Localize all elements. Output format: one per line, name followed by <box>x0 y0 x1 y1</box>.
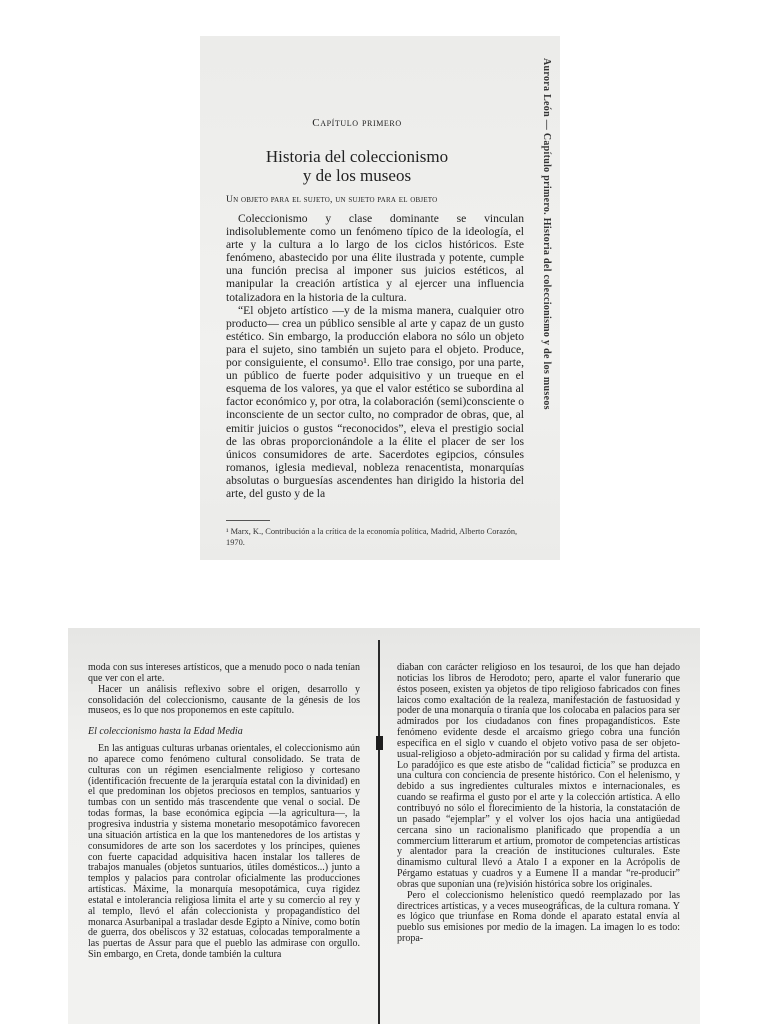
section-heading: Un objeto para el sujeto, un sujeto para el objeto <box>226 194 438 205</box>
bottom-left-column <box>88 663 360 961</box>
left-paragraph-2: En las antiguas culturas urbanas orientales, el coleccionismo aún no aparece como fenómeno cultural consolidado. Se trata de culturas con un régimen esencialmente religioso y cortesano (identificación frecuente de la jerarquía estatal con la divinidad) en el que predominan los objetos preciosos en templos, santuarios y tumbas con un sentido más trascendente que venal o social. De todas formas, la base económica egipcia —la agricultura—, la progresiva industria y sistema monetario mesopotámico favorecen una situación artística en la que los mantenedores de los artistas y consumidores de arte son los sacerdotes y los príncipes, quienes con fuerte capacidad adquisitiva hacen instalar los talleres de trabajos manuales (objetos suntuarios, útiles domésticos...) junto a templos y palacios para controlar oficialmente las producciones artísticas. Máxime, la monarquía mesopotámica, cuya rigidez estatal e intolerancia religiosa limita el arte y su comercio al rey y al templo, llevó el afán coleccionista y propagandístico del monarca Asurbanipal a trasladar desde Egipto a Nínive, como botín de guerra, dos obeliscos y 32 estatuas, colocadas temporalmente a las puertas de Assur para que el pueblo las admirase con orgullo. Sin embargo, en Creta, donde también la cultura <box>88 743 360 961</box>
left-intro-line: moda con sus intereses artísticos, que a menudo poco o nada tenían que ver con el arte. <box>88 662 360 684</box>
footnote: ¹ Marx, K., Contribución a la crítica de la economía política, Madrid, Alberto Corazón, 1970. <box>226 527 518 547</box>
side-running-head: Aurora León — Capítulo primero. Historia del coleccionismo y de los museos <box>541 58 552 410</box>
right-paragraph-1: diaban con carácter religioso en los tesauroi, de los que han dejado noticias los libros de Herodoto; pero, aparte el valor funerario que éstos poseen, existen ya objetos de tipo religioso fabricados con fines laicos como exaltación de la realeza, manifestación de fastuosidad y poder de una monarquía o tiranía que los colocaba en palacios para ser admirados por los ciudadanos con fines propagandísticos. Este fenómeno evidente desde el arcaísmo griego cobra una función específica en el siglo v cuando el objeto votivo pasa de ser objeto-usual-religioso a objeto-admiración por su calidad y firma del artista. Lo paradójico es que este atisbo de “calidad ficticia” se produzca en una cultura con conciencia de presente histórico. Con el helenismo, y debido a sus ingredientes culturales mixtos e internacionales, es cuando se reafirma el gusto por el arte y la colección artística. A ello contribuyó no sólo el florecimiento de la historia, la constatación de un pasado “ejemplar” y el volver los ojos hacia una antigüedad cercana sino un racionalismo planificado que propendía a un commercium litterarum et artium, promotor de competencias artísticas y alentador para la creación de instituciones culturales. Este dinamismo cultural llevó a Atalo I a exponer en la Acrópolis de Pérgamo estatuas y cuadros y a Eumene II a mandar “re-producir” obras que suponían una (re)visión histórica sobre los originales. <box>397 662 680 890</box>
top-page-body <box>226 212 524 500</box>
chapter-label: Capítulo primero <box>312 117 402 129</box>
chapter-title-line-2: y de los museos <box>302 166 412 185</box>
subheading-edad-media: El coleccionismo hasta la Edad Media <box>88 726 243 738</box>
top-paragraph-1: Coleccionismo y clase dominante se vinculan indisolublemente como un fenómeno típico de la ideología, el arte y la cultura a lo largo de los ciclos históricos. Este fenómeno, abastecido por una élite ilustrada y potente, cumple una función precisa al imponer sus juicios estéticos, al manipular la creación artística y al ejercer una influencia totalizadora en la historia de la cultura. <box>226 212 524 304</box>
chapter-title <box>222 147 492 185</box>
page-gutter <box>378 640 380 1024</box>
gutter-mark <box>376 736 383 750</box>
footnote-rule <box>226 520 270 521</box>
bottom-right-column <box>397 663 680 945</box>
chapter-title-line-1: Historia del coleccionismo <box>265 147 449 166</box>
left-paragraph-1: Hacer un análisis reflexivo sobre el origen, desarrollo y consolidación del coleccionismo, causante de la génesis de los museos, es lo que nos proponemos en este capítulo. <box>88 683 360 717</box>
right-paragraph-2: Pero el coleccionismo helenístico quedó reemplazado por las directrices artísticas, y a veces museográficas, de la cultura romana. Y es lógico que triunfase en Roma donde el aparato estatal envía al pueblo sus emisiones por medio de la imagen. La imagen lo es todo: propa- <box>397 889 680 945</box>
top-paragraph-2: “El objeto artístico —y de la misma manera, cualquier otro producto— crea un público sensible al arte y capaz de un gusto estético. Sin embargo, la producción elabora no sólo un objeto para el sujeto, sino también un sujeto para el objeto. Produce, por consiguiente, el consumo¹. Ello trae consigo, por una parte, un público de fuerte poder adquisitivo y un trueque en el esquema de los valores, ya que el valor estético se subordina al factor económico y, por otra, la colaboración (semi)consciente o inconsciente de un sector culto, no comprador de obras, que, al emitir juicios o gustos “reconocidos”, eleva el prestigio social de las obras proporcionándole a la élite el placer de ser los únicos consumidores de arte. Sacerdotes egipcios, cónsules romanos, iglesia medieval, nobleza renacentista, monarquías absolutas o burguesías ascendentes han dirigido la historia del arte, del gusto y de la <box>226 303 524 500</box>
